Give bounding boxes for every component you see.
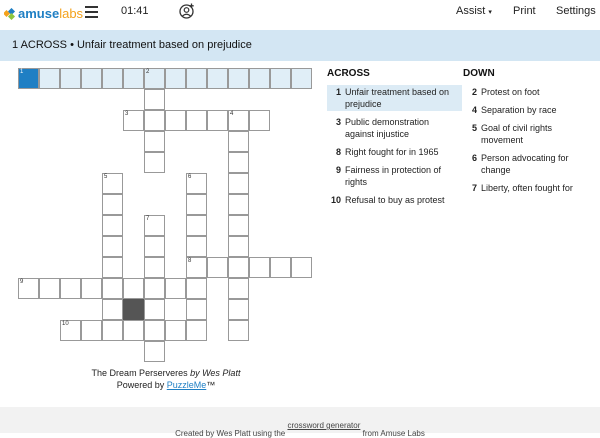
grid-cell-blocked[interactable] — [123, 299, 144, 320]
clue-text: Goal of civil rights movement — [481, 123, 553, 145]
cell-number: 6 — [188, 174, 192, 180]
clue-number: 9 — [335, 165, 341, 175]
cell-number: 7 — [146, 216, 150, 222]
across-heading: ACROSS — [327, 68, 370, 79]
clue-number: 1 — [335, 87, 341, 97]
cell-number: 4 — [230, 111, 234, 117]
grid-cell[interactable] — [144, 110, 165, 131]
grid-cell[interactable] — [102, 299, 123, 320]
grid-cell[interactable] — [81, 320, 102, 341]
grid-cell[interactable] — [186, 320, 207, 341]
clue-number: 10 — [330, 195, 341, 205]
footer-text — [175, 421, 425, 438]
grid-cell[interactable] — [207, 68, 228, 89]
grid-cell[interactable] — [249, 68, 270, 89]
grid-cell[interactable] — [144, 89, 165, 110]
puzzleme-link[interactable]: PuzzleMe — [166, 380, 207, 390]
grid-cell[interactable] — [102, 215, 123, 236]
grid-cell[interactable] — [228, 215, 249, 236]
down-heading: DOWN — [463, 68, 495, 79]
grid-cell[interactable] — [186, 236, 207, 257]
grid-cell[interactable] — [144, 152, 165, 173]
grid-cell[interactable] — [39, 278, 60, 299]
grid-cell[interactable] — [270, 68, 291, 89]
clue-text: Public demonstration against injustice — [345, 117, 430, 139]
grid-cell[interactable] — [144, 215, 165, 236]
grid-cell[interactable] — [186, 110, 207, 131]
assist-menu[interactable] — [456, 5, 492, 17]
grid-cell[interactable] — [60, 68, 81, 89]
across-clue-list — [327, 85, 462, 207]
assist-label: Assist — [456, 5, 486, 17]
grid-cell[interactable] — [228, 194, 249, 215]
grid-cell[interactable] — [39, 68, 60, 89]
grid-cell[interactable] — [165, 110, 186, 131]
print-button[interactable]: Print — [513, 5, 536, 17]
grid-cell[interactable] — [228, 257, 249, 278]
down-clues-panel — [463, 68, 593, 199]
grid-cell[interactable] — [81, 278, 102, 299]
grid-cell[interactable] — [186, 68, 207, 89]
grid-cell[interactable] — [186, 278, 207, 299]
crossword-grid — [18, 68, 312, 362]
across-clue-item[interactable] — [327, 85, 462, 111]
clue-text: Protest on foot — [481, 87, 540, 97]
cell-number: 1 — [20, 69, 24, 75]
grid-cell[interactable] — [228, 299, 249, 320]
grid-cell[interactable] — [123, 68, 144, 89]
clue-text: Right fought for in 1965 — [345, 147, 439, 157]
cell-number: 2 — [146, 69, 150, 75]
grid-cell[interactable] — [186, 194, 207, 215]
grid-cell[interactable] — [123, 278, 144, 299]
powered-by-text: Powered by — [116, 380, 167, 390]
across-clue-item[interactable] — [327, 145, 462, 159]
grid-cell[interactable] — [270, 257, 291, 278]
puzzle-credits — [90, 367, 242, 391]
grid-cell[interactable] — [102, 257, 123, 278]
grid-cell[interactable] — [186, 215, 207, 236]
grid-cell[interactable] — [207, 257, 228, 278]
clue-text: Liberty, often fought for — [481, 183, 573, 193]
add-friend-icon[interactable] — [179, 3, 195, 19]
powered-by-line — [90, 379, 242, 391]
grid-cell[interactable] — [102, 320, 123, 341]
across-clue-item[interactable] — [327, 163, 462, 189]
grid-cell[interactable] — [60, 278, 81, 299]
puzzle-title-line — [90, 367, 242, 379]
cell-number: 3 — [125, 111, 129, 117]
across-clue-item[interactable] — [327, 115, 462, 141]
by-text: by — [187, 368, 203, 378]
grid-cell[interactable] — [102, 68, 123, 89]
grid-cell[interactable] — [102, 173, 123, 194]
grid-cell[interactable] — [186, 299, 207, 320]
clue-number: 5 — [471, 123, 477, 133]
chevron-down-icon: ▾ — [488, 9, 492, 16]
grid-cell[interactable] — [228, 236, 249, 257]
logo-text-secondary: labs — [59, 5, 84, 21]
grid-cell[interactable] — [228, 278, 249, 299]
grid-cell[interactable] — [186, 173, 207, 194]
footer-prefix: Created by Wes Platt using the — [175, 429, 288, 438]
grid-cell[interactable] — [18, 278, 39, 299]
down-clue-item[interactable] — [463, 103, 593, 117]
grid-cell[interactable] — [291, 257, 312, 278]
cell-number: 9 — [20, 279, 24, 285]
clue-number: 7 — [471, 183, 477, 193]
trademark: ™ — [206, 380, 216, 390]
grid-cell[interactable] — [81, 68, 102, 89]
amuselabs-logo-icon — [4, 7, 16, 19]
grid-cell[interactable] — [165, 278, 186, 299]
clue-text: Unfair treatment based on prejudice — [345, 87, 450, 109]
clue-number: 3 — [335, 117, 341, 127]
grid-cell[interactable] — [228, 173, 249, 194]
clue-number: 4 — [471, 105, 477, 115]
grid-cell[interactable] — [228, 152, 249, 173]
grid-cell[interactable] — [291, 68, 312, 89]
down-clue-item[interactable] — [463, 181, 593, 195]
cell-number: 10 — [62, 321, 69, 327]
down-clue-item[interactable] — [463, 85, 593, 99]
grid-cell[interactable] — [123, 110, 144, 131]
grid-cell[interactable] — [207, 110, 228, 131]
clue-text: Fairness in protection of rights — [345, 165, 442, 187]
grid-cell[interactable] — [144, 341, 165, 362]
crossword-generator-link[interactable]: crossword generator — [287, 421, 361, 430]
footer — [0, 407, 600, 438]
grid-cell[interactable] — [228, 320, 249, 341]
grid-cell[interactable] — [165, 68, 186, 89]
grid-cell[interactable] — [144, 320, 165, 341]
grid-cell[interactable] — [102, 278, 123, 299]
grid-cell[interactable] — [144, 236, 165, 257]
grid-cell[interactable] — [228, 110, 249, 131]
grid-cell[interactable] — [60, 320, 81, 341]
grid-cell[interactable] — [249, 257, 270, 278]
across-clues-panel — [327, 68, 462, 211]
grid-cell[interactable] — [249, 110, 270, 131]
footer-suffix: from Amuse Labs — [360, 429, 425, 438]
cell-number: 8 — [188, 258, 192, 264]
grid-cell[interactable] — [102, 236, 123, 257]
timer[interactable]: 01:41 — [121, 5, 149, 17]
current-clue-bar — [0, 30, 600, 61]
grid-cell[interactable] — [228, 68, 249, 89]
grid-cell[interactable] — [123, 320, 144, 341]
puzzle-author: Wes Platt — [202, 368, 241, 378]
grid-cell[interactable] — [144, 299, 165, 320]
top-toolbar — [0, 0, 600, 28]
grid-cell[interactable] — [18, 68, 39, 89]
clue-number: 6 — [471, 153, 477, 163]
clue-text: Refusal to buy as protest — [345, 195, 445, 205]
down-clue-item[interactable] — [463, 121, 593, 147]
clue-number: 2 — [471, 87, 477, 97]
grid-cell[interactable] — [144, 257, 165, 278]
down-clue-list — [463, 85, 593, 195]
hamburger-menu-icon[interactable] — [85, 6, 98, 19]
grid-cell[interactable] — [228, 131, 249, 152]
grid-cell[interactable] — [165, 320, 186, 341]
puzzle-title: The Dream Perserveres — [91, 368, 188, 378]
clue-number: 8 — [335, 147, 341, 157]
grid-cell[interactable] — [186, 257, 207, 278]
logo-text-primary: amuse — [18, 5, 60, 21]
clue-text: Separation by race — [481, 105, 557, 115]
clue-text: Person advocating for change — [481, 153, 569, 175]
cell-number: 5 — [104, 174, 108, 180]
grid-cell[interactable] — [102, 194, 123, 215]
down-clue-item[interactable] — [463, 151, 593, 177]
settings-button[interactable]: Settings — [556, 5, 596, 17]
current-clue-text: 1 ACROSS • Unfair treatment based on prejudice — [12, 39, 252, 51]
amuselabs-logo[interactable] — [4, 4, 83, 22]
grid-cell[interactable] — [144, 131, 165, 152]
grid-cell[interactable] — [144, 278, 165, 299]
grid-cell[interactable] — [144, 68, 165, 89]
across-clue-item[interactable] — [327, 193, 462, 207]
